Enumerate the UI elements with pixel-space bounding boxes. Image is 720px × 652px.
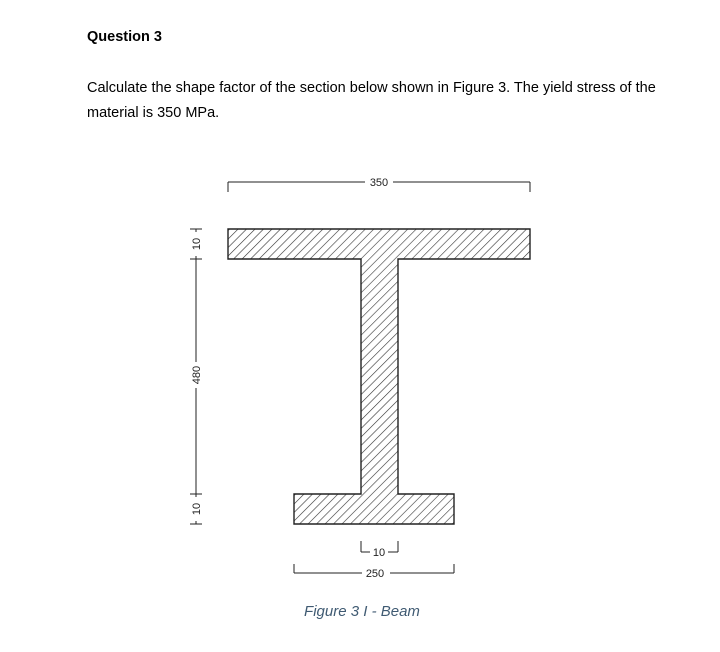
dim-label-top-flange-thickness: 10 bbox=[191, 237, 203, 251]
dim-label-web-thickness: 10 bbox=[372, 547, 386, 559]
dim-label-bottom-width: 250 bbox=[365, 568, 385, 580]
dimension-top-flange-width bbox=[228, 175, 530, 192]
figure-caption: Figure 3 I - Beam bbox=[304, 603, 420, 620]
dim-label-depth: 480 bbox=[191, 365, 203, 385]
dimension-web-thickness bbox=[361, 541, 398, 559]
dim-label-top-width: 350 bbox=[369, 177, 389, 189]
beam-outline bbox=[228, 229, 530, 524]
dimension-depth bbox=[189, 229, 203, 524]
beam-section bbox=[228, 229, 530, 524]
question-heading: Question 3 bbox=[87, 29, 162, 45]
dim-label-bottom-flange-thickness: 10 bbox=[191, 502, 203, 516]
dimension-bottom-flange-width bbox=[294, 564, 454, 580]
question-text: Calculate the shape factor of the section below shown in Figure 3. The yield stress of the material is 350 MPa. bbox=[87, 80, 656, 121]
